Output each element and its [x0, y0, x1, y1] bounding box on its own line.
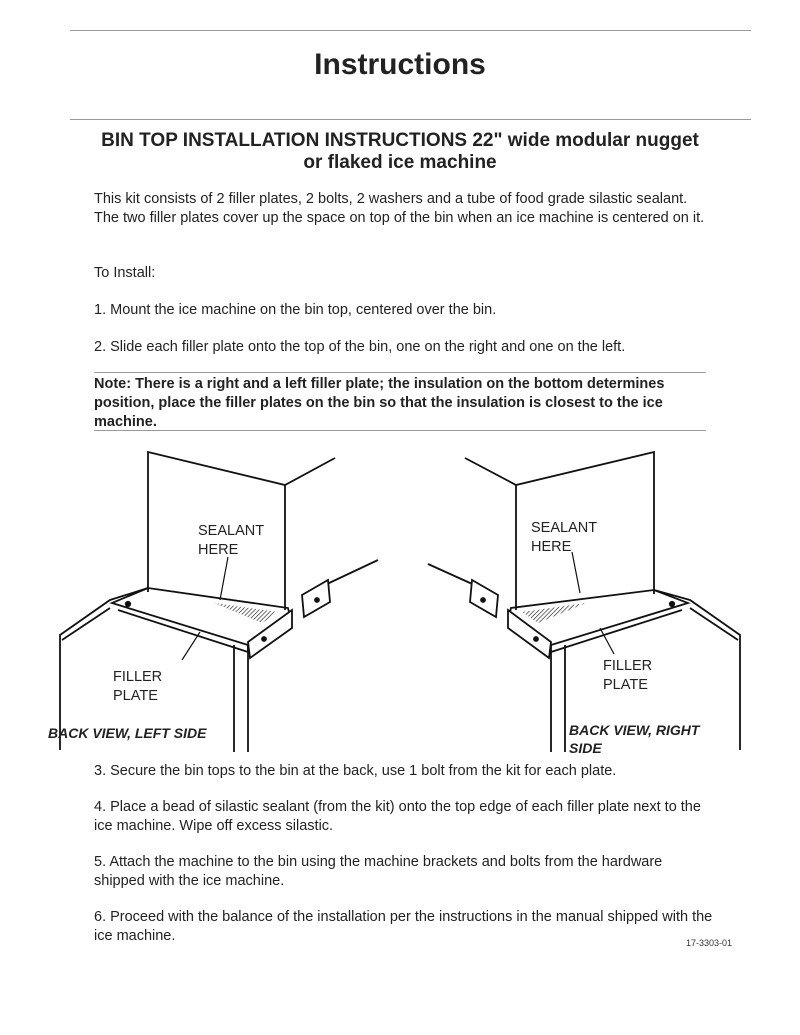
left-filler-arrow [182, 632, 200, 660]
right-sealant-label-line2: HERE [531, 539, 572, 555]
title-rule [70, 119, 751, 120]
right-sealant-label-line1: SEALANT [531, 520, 598, 536]
left-sealant-label-line2: HERE [198, 542, 239, 558]
note-top-rule [94, 372, 706, 373]
right-filler-label-line2: PLATE [603, 677, 648, 693]
note-text: Note: There is a right and a left filler plate; the insulation on the bottom determines position, place the filler plates on the bin so that the insulation is closest to the ice machine. [94, 376, 665, 430]
page-title: Instructions [314, 48, 486, 81]
right-filler-label-line1: FILLER [603, 658, 653, 674]
step-3: 3. Secure the bin tops to the bin at the back, use 1 bolt from the kit for each plate. [94, 763, 617, 779]
left-figure-caption: BACK VIEW, LEFT SIDE [48, 725, 207, 741]
right-side-figure [428, 452, 740, 752]
installation-diagram [0, 440, 800, 760]
step-5: 5. Attach the machine to the bin using the machine brackets and bolts from the hardware shipped with the ice machine. [94, 854, 663, 889]
left-filler-label-line2: PLATE [113, 688, 158, 704]
top-rule [70, 30, 751, 31]
left-sealant-label-line1: SEALANT [198, 523, 265, 539]
document-heading: BIN TOP INSTALLATION INSTRUCTIONS 22" wide modular nugget or flaked ice machine [101, 130, 699, 173]
left-filler-label-line1: FILLER [113, 669, 163, 685]
left-side-figure [60, 452, 378, 752]
document-number: 17-3303-01 [686, 938, 733, 948]
note-bottom-rule [94, 430, 706, 431]
step-4: 4. Place a bead of silastic sealant (from the kit) onto the top edge of each filler plate next to the ice machine. Wipe off excess silastic. [94, 799, 701, 834]
step-1: 1. Mount the ice machine on the bin top, centered over the bin. [94, 302, 497, 318]
step-2: 2. Slide each filler plate onto the top of the bin, one on the right and one on the left. [94, 339, 626, 355]
intro-paragraph: This kit consists of 2 filler plates, 2 bolts, 2 washers and a tube of food grade silastic sealant. The two filler plates cover up the space on top of the bin when an ice machine is centered on it. [94, 191, 705, 226]
to-install-label: To Install: [94, 265, 156, 281]
step-6: 6. Proceed with the balance of the installation per the instructions in the manual shipped with the ice machine. [94, 909, 713, 944]
right-figure-caption: BACK VIEW, RIGHT SIDE [569, 722, 700, 756]
